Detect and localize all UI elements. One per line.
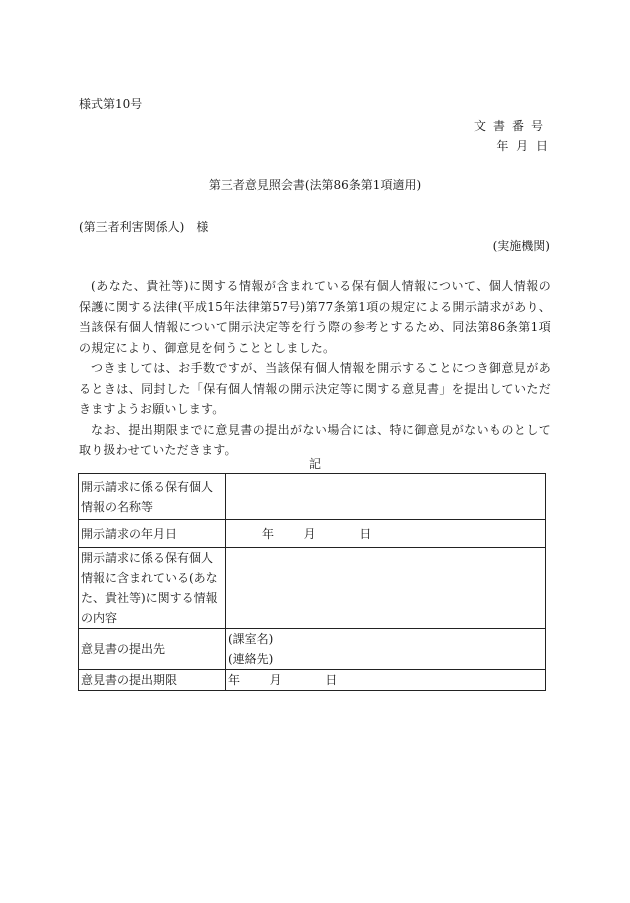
table-label: 開示請求に係る保有個人情報に含まれている(あなた、貴社等)に関する情報の内容 <box>79 548 226 629</box>
table-label: 意見書の提出先 <box>79 629 226 670</box>
body-text <box>79 276 551 461</box>
addressee: (第三者利害関係人) 様 <box>79 220 209 234</box>
table-value <box>226 670 546 691</box>
table-label: 意見書の提出期限 <box>79 670 226 691</box>
table-value <box>226 474 546 520</box>
body-paragraph-2: つきましては、お手数ですが、当該保有個人情報を開示することにつき御意見があるときは、同封した「保有個人情報の開示決定等に関する意見書」を提出していただきますようお願いします。 <box>79 361 551 416</box>
form-number: 様式第10号 <box>79 97 143 111</box>
table-value <box>226 629 546 670</box>
table-row <box>79 548 546 629</box>
table-row <box>79 520 546 548</box>
document-title: 第三者意見照会書(法第86条第1項適用) <box>208 178 422 192</box>
table-label: 開示請求の年月日 <box>79 520 226 548</box>
date-year: 年 <box>262 526 275 541</box>
document-number-label: 文書番号 <box>473 119 550 133</box>
deadline-year: 年 <box>228 673 241 687</box>
body-paragraph-1: (あなた、貴社等)に関する情報が含まれている保有個人情報について、個人情報の保護に関する法律(平成15年法律第57号)第77条第1項の規定による開示請求があり、当該保有個人情報について開示決定等を行う際の参考とするため、同法第86条第1項の規定により、御意見を伺うこととしました。 <box>79 279 551 355</box>
table-row <box>79 629 546 670</box>
date-month: 月 <box>303 526 316 541</box>
issue-date-label: 年 月 日 <box>496 139 550 153</box>
table-row <box>79 474 546 520</box>
date-day: 日 <box>359 526 372 541</box>
table-row <box>79 670 546 691</box>
ki-heading: 記 <box>308 457 321 471</box>
body-paragraph-3: なお、提出期限までに意見書の提出がない場合には、特に御意見がないものとして取り扱わせていただきます。 <box>79 422 551 457</box>
contact-field: (連絡先) <box>228 652 274 666</box>
table-value <box>226 548 546 629</box>
section-name-field: (課室名) <box>228 632 274 646</box>
issuing-organization: (実施機関) <box>492 239 550 253</box>
table-label: 開示請求に係る保有個人情報の名称等 <box>79 474 226 520</box>
table-value <box>226 520 546 548</box>
info-table <box>78 473 546 691</box>
deadline-month: 月 <box>269 673 282 687</box>
deadline-day: 日 <box>325 673 338 687</box>
